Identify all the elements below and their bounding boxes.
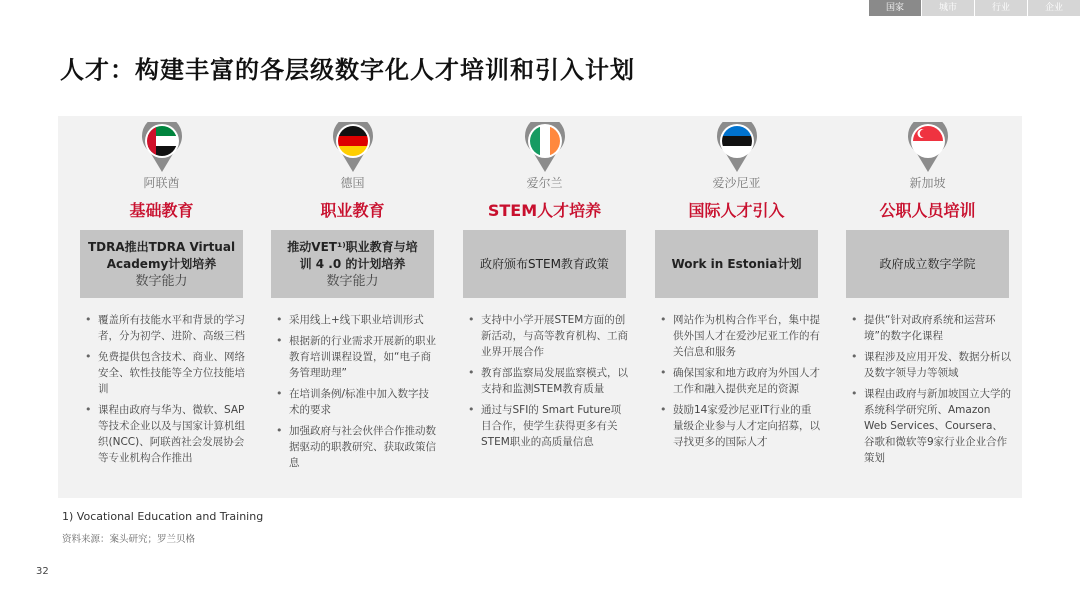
initiative-box (80, 230, 243, 298)
page-number: 32 (36, 566, 49, 577)
list-item: • 确保国家和地方政府为外国人才工作和融入提供充足的资源 (673, 365, 821, 397)
category-title: 公职人员培训 (879, 201, 976, 220)
initiative-box (655, 230, 818, 298)
list-item: • 根据新的行业需求开展新的职业教育培训课程设置，如“电子商务管理助理” (289, 333, 437, 381)
content-panel (58, 116, 1022, 498)
bullet-list (82, 312, 246, 471)
list-item: • 在培训条例/标准中加入数字技术的要求 (289, 386, 437, 418)
country-name: 爱尔兰 (526, 176, 563, 190)
bullet-list (848, 312, 1012, 471)
nav-tab-enterprise[interactable]: 企业 (1028, 0, 1080, 16)
source-note: 资料来源：案头研究；罗兰贝格 (62, 534, 196, 545)
ireland-flag-icon (523, 122, 567, 174)
country-name: 德国 (340, 176, 365, 190)
initiative-line-1: 政府成立数字学院 (879, 256, 976, 271)
initiative-line-1: 政府颁布STEM教育政策 (480, 256, 609, 271)
list-item: • 课程由政府与华为、微软、SAP等技术企业以及与国家计算机组织(NCC)、阿联酋社会发展协会等专业机构合作推出 (98, 402, 246, 466)
list-item: • 覆盖所有技能水平和背景的学习者，分为初学、进阶、高级三档 (98, 312, 246, 344)
list-item: • 支持中小学开展STEM方面的创新活动，与高等教育机构、工商业界开展合作 (481, 312, 629, 360)
initiative-box (846, 230, 1009, 298)
country-name: 新加坡 (909, 176, 946, 190)
bullet-list (657, 312, 821, 455)
category-title: STEM人才培养 (487, 201, 602, 220)
initiative-line-1: 推动VET¹⁾职业教育与培 (287, 239, 418, 254)
initiative-box (271, 230, 434, 298)
initiative-line-1: TDRA推出TDRA Virtual (87, 239, 236, 254)
list-item: • 提供“针对政府系统和运营环境”的数字化课程 (864, 312, 1012, 344)
initiative-line-3: 数字能力 (326, 273, 379, 289)
germany-flag-icon (331, 122, 375, 174)
nav-tab-country[interactable]: 国家 (869, 0, 921, 16)
singapore-flag-icon (906, 122, 950, 174)
estonia-flag-icon (715, 122, 759, 174)
nav-tab-city[interactable]: 城市 (922, 0, 974, 16)
footnote: 1) Vocational Education and Training (62, 510, 264, 523)
list-item: • 采用线上+线下职业培训形式 (289, 312, 437, 328)
list-item: • 免费提供包含技术、商业、网络安全、软性技能等全方位技能培训 (98, 349, 246, 397)
column-estonia (655, 116, 818, 498)
category-title: 国际人才引入 (688, 201, 785, 220)
column-uae (80, 116, 243, 498)
list-item: • 课程由政府与新加坡国立大学的系统科学研究所、Amazon Web Services、Coursera、谷歌和微软等9家行业企业合作策划 (864, 386, 1012, 466)
list-item: • 鼓励14家爱沙尼亚IT行业的重量级企业参与人才定向招募，以寻找更多的国际人才 (673, 402, 821, 450)
list-item: • 通过与SFI的 Smart Future项目合作，使学生获得更多有关STEM职业的高质量信息 (481, 402, 629, 450)
list-item: • 加强政府与社会伙伴合作推动数据驱动的职教研究、获取政策信息 (289, 423, 437, 471)
category-title: 基础教育 (129, 201, 194, 220)
uae-flag-icon (140, 122, 184, 174)
bullet-list (465, 312, 629, 455)
initiative-line-2: Academy计划培养 (106, 256, 217, 271)
category-title: 职业教育 (320, 201, 385, 220)
country-name: 爱沙尼亚 (712, 176, 761, 190)
top-navigation (868, 0, 1080, 16)
list-item: • 网站作为机构合作平台，集中提供外国人才在爱沙尼亚工作的有关信息和服务 (673, 312, 821, 360)
column-singapore (846, 116, 1009, 498)
nav-tab-industry[interactable]: 行业 (975, 0, 1027, 16)
column-germany (271, 116, 434, 498)
initiative-line-2: 训 4 .0 的计划培养 (299, 256, 406, 271)
page-title: 人才：构建丰富的各层级数字化人才培训和引入计划 (60, 56, 635, 84)
bullet-list (273, 312, 437, 476)
list-item: • 教育部监察局发展监察模式，以支持和监测STEM教育质量 (481, 365, 629, 397)
initiative-line-3: 数字能力 (135, 273, 188, 289)
list-item: • 课程涉及应用开发、数据分析以及数字领导力等领域 (864, 349, 1012, 381)
initiative-box (463, 230, 626, 298)
country-name: 阿联酋 (143, 176, 180, 190)
initiative-line-1: Work in Estonia计划 (671, 256, 802, 271)
column-ireland (463, 116, 626, 498)
